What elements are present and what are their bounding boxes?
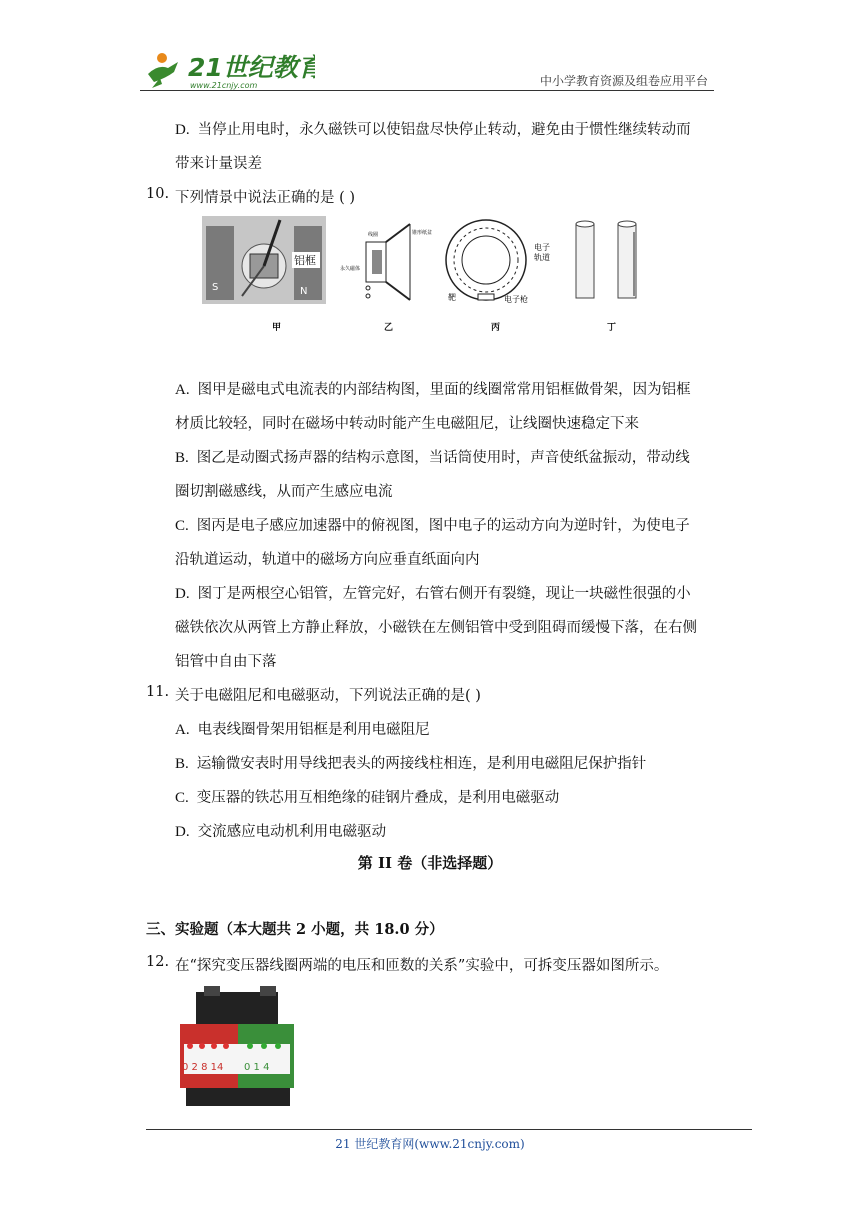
figure-transformer: [176, 984, 298, 1108]
svg-text:0 1 4: 0 1 4: [244, 1062, 270, 1073]
svg-text:锥形纸盆: 锥形纸盆: [412, 230, 433, 236]
q11-stem: 关于电磁阻尼和电磁驱动，下列说法正确的是( ): [175, 688, 481, 704]
q10-option-d-cont1: 磁铁依次从两管上方静止释放，小磁铁在左侧铝管中受到阻碍而缓慢下落，在右侧: [175, 620, 697, 636]
part-2-title: 第 II 卷（非选择题）: [357, 854, 503, 872]
q10-option-c-cont: 沿轨道运动，轨道中的磁场方向应垂直纸面向内: [175, 552, 480, 568]
footer-text: 21 世纪教育网(www.21cnjy.com): [335, 1137, 525, 1151]
q12-stem: 在“探究变压器线圈两端的电压和匝数的关系”实验中，可拆变压器如图所示。: [175, 958, 669, 974]
q11-option-a: A. 电表线圈骨架用铝框是利用电磁阻尼: [175, 722, 430, 738]
q9-option-d: D. 当停止用电时，永久磁铁可以使铝盘尽快停止转动，避免由于惯性继续转动而: [175, 122, 691, 138]
svg-text:N: N: [300, 286, 308, 297]
svg-text:电子枪: 电子枪: [504, 295, 528, 304]
q10-option-d-cont2: 铝管中自由下落: [175, 654, 277, 670]
svg-text:永久磁体: 永久磁体: [340, 266, 361, 272]
logo-text: 21世纪教育: [188, 53, 315, 82]
figure-ding-aluminum-tubes: [574, 218, 642, 302]
figure-bing-betatron: [442, 216, 552, 304]
figure-label-ding: 丁: [607, 323, 617, 333]
q11-option-d: D. 交流感应电动机利用电磁驱动: [175, 824, 387, 840]
q10-option-b-cont: 圈切割磁感线，从而产生感应电流: [175, 484, 393, 500]
svg-text:0 2 8 14: 0 2 8 14: [182, 1062, 224, 1073]
q10-stem: 下列情景中说法正确的是 ( ): [175, 190, 356, 206]
q11-option-c: C. 变压器的铁芯用互相绝缘的硅钢片叠成，是利用电磁驱动: [175, 790, 560, 806]
svg-text:轨道: 轨道: [534, 253, 550, 262]
platform-name: 中小学教育资源及组卷应用平台: [539, 74, 708, 88]
svg-text:线圈: 线圈: [368, 232, 379, 238]
q12-number: 12.: [146, 954, 170, 970]
section-3-title: 三、实验题（本大题共 2 小题，共 18.0 分）: [146, 921, 444, 938]
q10-option-d: D. 图丁是两根空心铝管，左管完好，右管右侧开有裂缝，现让一块磁性很强的小: [175, 586, 691, 602]
figure-yi-speaker: [340, 218, 440, 304]
svg-text:S: S: [212, 282, 219, 293]
svg-text:铝框: 铝框: [294, 254, 316, 267]
q10-number: 10.: [146, 186, 170, 202]
svg-text:靶: 靶: [448, 293, 456, 302]
site-logo: [140, 44, 315, 90]
q9-option-d-cont: 带来计量误差: [175, 156, 262, 172]
figure-jia-galvanometer: [202, 216, 326, 304]
figure-label-jia: 甲: [272, 323, 282, 333]
figure-label-yi: 乙: [384, 323, 394, 333]
header-divider: [140, 90, 714, 91]
footer-divider: [146, 1129, 752, 1130]
q10-option-a: A. 图甲是磁电式电流表的内部结构图，里面的线圈常常用铝框做骨架，因为铝框: [175, 382, 691, 398]
q10-option-c: C. 图丙是电子感应加速器中的俯视图，图中电子的运动方向为逆时针，为使电子: [175, 518, 690, 534]
logo-url: www.21cnjy.com: [190, 81, 258, 90]
figure-label-bing: 丙: [491, 323, 501, 333]
q10-option-a-cont: 材质比较轻，同时在磁场中转动时能产生电磁阻尼，让线圈快速稳定下来: [175, 416, 639, 432]
svg-text:电子: 电子: [534, 243, 550, 252]
q11-number: 11.: [146, 684, 170, 700]
q11-option-b: B. 运输微安表时用导线把表头的两接线柱相连，是利用电磁阻尼保护指针: [175, 756, 647, 772]
q10-option-b: B. 图乙是动圈式扬声器的结构示意图，当话筒使用时，声音使纸盆振动，带动线: [175, 450, 690, 466]
